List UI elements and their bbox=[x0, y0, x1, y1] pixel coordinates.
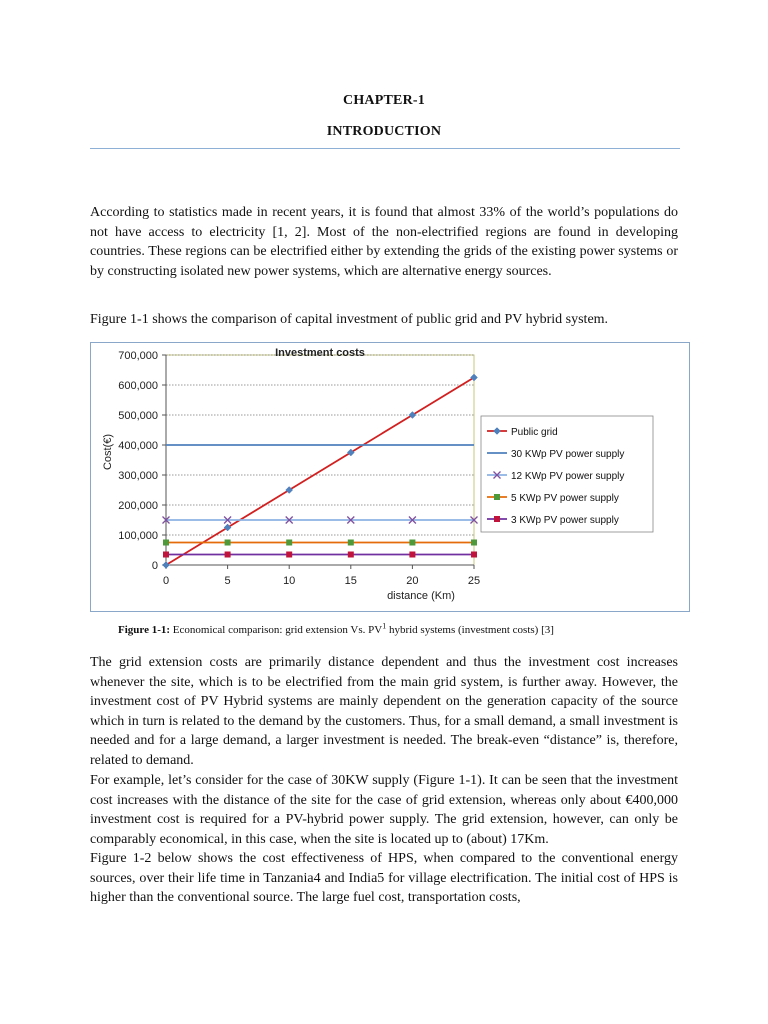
paragraph-grid-costs: The grid extension costs are primarily distance dependent and thus the investment cost increases whenever the site, which is to be electrified from the main grid system, is further away. However, the investment cost of PV Hybrid systems are mainly dependent on the generation capacity of the source which in turn is related to the demand by the customers. Thus, for a small demand, a small investment is needed and for a large demand, a larger investment is needed. The break-even “distance” is, therefore, related to demand. bbox=[90, 655, 678, 768]
x-tick-label: 0 bbox=[162, 575, 170, 587]
legend-entry: 30 KWp PV power supply bbox=[511, 449, 625, 460]
data-point-series-3 bbox=[163, 540, 169, 546]
data-point-series-3 bbox=[286, 540, 292, 546]
legend-entry: 5 KWp PV power supply bbox=[511, 493, 619, 504]
chart-title: Investment costs bbox=[275, 347, 365, 359]
y-tick-label: 0 bbox=[151, 560, 158, 572]
data-point-series-4 bbox=[471, 552, 477, 558]
y-tick-label: 300,000 bbox=[118, 470, 158, 482]
legend-entry: Public grid bbox=[511, 427, 558, 438]
paragraph-intro: According to statistics made in recent years, it is found that almost 33% of the world’s populations do not have access to electricity [1, 2]. Most of the non-electrified regions are found in developing countries. These regions can be electrified either by extending the grids of the existing power systems or by constructing isolated new power systems, which are alternative energy sources. bbox=[90, 205, 678, 279]
x-axis-label: distance (Km) bbox=[387, 590, 455, 602]
y-tick-label: 400,000 bbox=[118, 440, 158, 452]
title-divider bbox=[90, 148, 680, 149]
data-point-series-3 bbox=[471, 540, 477, 546]
figure-caption bbox=[118, 622, 678, 638]
plot-area-border bbox=[166, 355, 474, 565]
data-point-series-4 bbox=[286, 552, 292, 558]
legend-entry: 3 KWp PV power supply bbox=[511, 515, 619, 526]
data-point-series-4 bbox=[225, 552, 231, 558]
data-point-series-4 bbox=[163, 552, 169, 558]
series-line-0 bbox=[166, 378, 474, 566]
data-point-series-4 bbox=[409, 552, 415, 558]
y-tick-label: 500,000 bbox=[118, 410, 158, 422]
data-point-series-4 bbox=[348, 552, 354, 558]
caption-text-after: hybrid systems (investment costs) [3] bbox=[386, 624, 554, 636]
investment-cost-chart bbox=[90, 342, 690, 612]
caption-superscript: 1 bbox=[382, 621, 387, 631]
y-tick-label: 200,000 bbox=[118, 500, 158, 512]
caption-label: Figure 1-1: bbox=[118, 624, 171, 636]
chapter-heading: CHAPTER-1 bbox=[343, 93, 425, 108]
y-tick-label: 600,000 bbox=[118, 380, 158, 392]
x-tick-label: 25 bbox=[467, 575, 481, 587]
data-point-series-3 bbox=[348, 540, 354, 546]
legend-entry: 12 KWp PV power supply bbox=[511, 471, 625, 482]
legend-swatch-marker bbox=[494, 494, 500, 500]
section-title: INTRODUCTION bbox=[326, 124, 442, 139]
x-tick-label: 10 bbox=[283, 575, 296, 587]
paragraph-hps: Figure 1-2 below shows the cost effectiveness of HPS, when compared to the conventional energy sources, over their life time in Tanzania4 and India5 for village electrification. The initial cost of HPS is higher than the conventional source. The large fuel cost, transportation costs, bbox=[90, 851, 678, 906]
x-tick-label: 15 bbox=[344, 575, 357, 587]
y-axis-label: Cost(€) bbox=[102, 433, 114, 471]
data-point-series-3 bbox=[409, 540, 415, 546]
chart-canvas bbox=[91, 343, 689, 611]
data-point-series-3 bbox=[225, 540, 231, 546]
x-tick-label: 20 bbox=[406, 575, 419, 587]
y-tick-label: 100,000 bbox=[118, 530, 158, 542]
x-tick-label: 5 bbox=[224, 575, 231, 587]
caption-text-before: Economical comparison: grid extension Vs. PV bbox=[170, 624, 383, 636]
paragraph-example: For example, let’s consider for the case of 30KW supply (Figure 1-1). It can be seen that the investment cost increases with the distance of the site for the case of grid extension, whereas only about €400,000 investment cost is required for a PV-hybrid power supply. The grid extension, however, can only be comparably economical, in this case, when the site is located up to (about) 17Km. bbox=[90, 773, 678, 847]
legend-swatch-marker bbox=[494, 516, 500, 522]
y-tick-label: 700,000 bbox=[118, 350, 158, 362]
paragraph-figure-ref: Figure 1-1 shows the comparison of capital investment of public grid and PV hybrid system. bbox=[90, 312, 609, 327]
